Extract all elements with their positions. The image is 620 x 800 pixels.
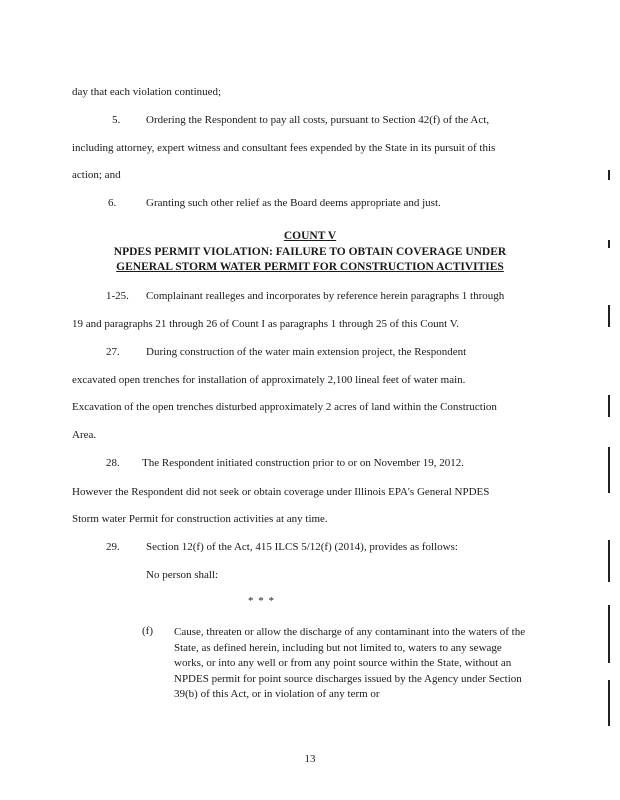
margin-mark	[608, 170, 610, 180]
para-6-number: 6.	[108, 197, 117, 209]
ellipsis-stars: * * *	[248, 595, 275, 607]
margin-mark	[608, 305, 610, 327]
para-5-line-2: including attorney, expert witness and consultant fees expended by the State in its pursuit of this	[72, 142, 496, 154]
margin-mark	[608, 540, 610, 582]
count-title: COUNT V	[283, 230, 337, 242]
para-28-line-2: However the Respondent did not seek or obtain coverage under Illinois EPA's General NPDES	[72, 486, 490, 498]
para-28-line-3: Storm water Permit for construction activities at any time.	[72, 513, 328, 525]
para-5-line-1: Ordering the Respondent to pay all costs, pursuant to Section 42(f) of the Act,	[146, 114, 490, 126]
para-1-25-line-2: 19 and paragraphs 21 through 26 of Count I as paragraphs 1 through 25 of this Count V.	[72, 318, 459, 330]
continued-line: day that each violation continued;	[72, 86, 222, 98]
count-subtitle-1: NPDES PERMIT VIOLATION: FAILURE TO OBTAIN COVERAGE UNDER	[113, 246, 507, 258]
para-29-line-1: Section 12(f) of the Act, 415 ILCS 5/12(f) (2014), provides as follows:	[146, 541, 458, 553]
para-27-line-2: excavated open trenches for installation of approximately 2,100 lineal feet of water main.	[72, 374, 466, 386]
para-27-line-4: Area.	[72, 429, 97, 441]
para-28-number: 28.	[106, 457, 120, 469]
para-27-number: 27.	[106, 346, 120, 358]
count-subtitle-2: GENERAL STORM WATER PERMIT FOR CONSTRUCTION ACTIVITIES	[116, 261, 504, 273]
subsection-f-text: Cause, threaten or allow the discharge of any contaminant into the waters of the State, as defined herein, including but not limited to, waters to any sewage works, or into any well or from any point source within the State, without an NPDES permit for point source discharges issued by the Agency under Section 39(b) of this Act, or in violation of any term or	[174, 626, 526, 700]
margin-mark	[608, 240, 610, 248]
para-1-25-line-1: Complainant realleges and incorporates by reference herein paragraphs 1 through	[146, 290, 505, 302]
para-27-line-3: Excavation of the open trenches disturbed approximately 2 acres of land within the Construction	[72, 401, 497, 413]
margin-mark	[608, 680, 610, 726]
subsection-f-label: (f)	[142, 625, 153, 637]
para-27-line-1: During construction of the water main extension project, the Respondent	[146, 346, 467, 358]
page-number: 13	[304, 753, 316, 765]
para-29-line-2: No person shall:	[146, 569, 219, 581]
para-6-line-1: Granting such other relief as the Board deems appropriate and just.	[146, 197, 441, 209]
para-29-number: 29.	[106, 541, 120, 553]
para-5-number: 5.	[112, 114, 121, 126]
margin-mark	[608, 447, 610, 493]
para-1-25-number: 1-25.	[106, 290, 129, 302]
para-28-line-1: The Respondent initiated construction prior to or on November 19, 2012.	[142, 457, 464, 469]
para-5-line-3: action; and	[72, 169, 121, 181]
margin-mark	[608, 395, 610, 417]
margin-mark	[608, 605, 610, 663]
